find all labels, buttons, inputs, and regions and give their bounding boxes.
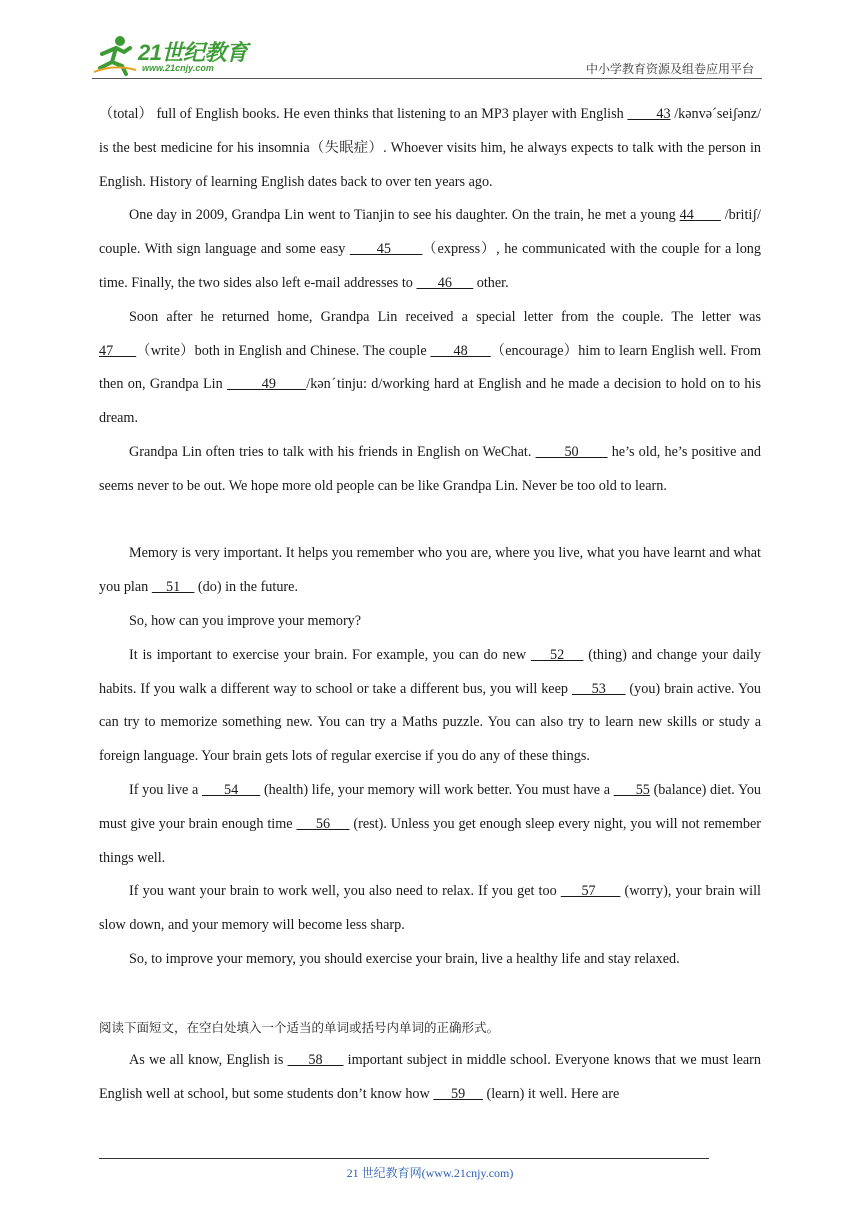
text-run: (balance) diet. You must give your brain enough time [99,781,762,832]
text-run: （express）, he communicated with the couple for a long time. Finally, the two sides also left e-mail addresses to [99,241,761,291]
paragraph [99,537,761,605]
text-run: It is important to exercise your brain. For example, you can do new [129,646,531,663]
text-run: Grandpa Lin often tries to talk with his friends in English on WeChat. [129,443,536,460]
text-run: important subject in middle school. Everyone knows that we must learn English well at school, but some students don’t know how [99,1052,761,1103]
paragraph [99,774,761,875]
text-run: （total） full of English books. He even thinks that listening to an MP3 player with English [99,106,628,122]
blank-58: 58 [287,1052,344,1069]
exercise-instruction: 阅读下面短文，在空白处填入一个适当的单词或括号内单词的正确形式。 [99,1019,500,1035]
blank-43: 43 [627,106,671,122]
runner-logo-icon [92,34,138,76]
blank-53: 53 [571,680,626,697]
blank-50: 50 [535,443,608,460]
header-platform-name: 中小学教育资源及组卷应用平台 [585,62,754,76]
section-gap [99,977,761,1011]
text-run: (worry), your brain will slow down, and your memory will become less sharp. [99,883,761,934]
logo-url: www.21cnjy.com [142,63,214,73]
section-gap [99,504,761,538]
blank-44: 44 [679,207,721,224]
text-run: /britiʃ/ couple. With sign language and some easy [99,207,761,258]
text-run: (thing) and change your daily habits. If you walk a different way to school or take a different bus, you will keep [99,646,762,697]
text-run: /kənvəˊseiʃənz/ is the best medicine for his insomnia（失眠症）. Whoever visits him, he always expects to talk with the person in English. History of learning English dates back to over ten years ago. [99,106,762,190]
text-run: (you) brain active. You can try to memorize something new. You can try a Maths puzzle. You can also try to learn new skills or study a foreign language. Your brain gets lots of regular exercise if you do any of these things. [99,680,761,765]
blank-51: 51 [151,579,195,596]
text-run: Memory is very important. It helps you remember who you are, where you live, what you have learnt and what you plan [99,545,761,596]
blank-52: 52 [530,646,584,663]
blank-59: 59 [433,1086,483,1103]
blank-46: 46 [416,274,474,291]
blank-47: 47 [99,342,137,359]
blank-57: 57 [560,883,621,900]
paragraph: So, how can you improve your memory? [129,612,362,629]
footer-source: 21 世纪教育网(www.21cnjy.com) [346,1166,514,1180]
document-body [99,98,761,1112]
blank-55: 55 [613,781,650,798]
text-run: (health) life, your memory will work better. You must have a [260,781,614,798]
blank-45: 45 [349,241,423,258]
blank-48: 48 [430,342,491,359]
text-run: Soon after he returned home, Grandpa Lin received a special letter from the couple. The letter was [129,308,761,325]
text-run: /kənˊtinju: d/working hard at English and he made a decision to hold on to his dream. [99,376,761,427]
paragraph [99,98,761,199]
text-run: If you want your brain to work well, you also need to relax. If you get too [129,883,561,900]
text-run: (do) in the future. [194,579,298,596]
site-logo [92,34,262,76]
paragraph [99,199,761,300]
page-header [92,30,762,80]
text-run: other. [473,274,509,291]
paragraph [99,875,761,943]
blank-49: 49 [227,376,307,393]
logo-wordmark: 21世纪教育 [138,40,248,65]
text-run: he’s old, he’s positive and seems never to be out. We hope more old people can be like Grandpa Lin. Never be too old to learn. [99,443,762,494]
text-run: One day in 2009, Grandpa Lin went to Tianjin to see his daughter. On the train, he met a young [129,207,680,224]
text-run: (rest). Unless you get enough sleep every night, you will not remember things well. [99,815,761,866]
paragraph: So, to improve your memory, you should exercise your brain, live a healthy life and stay relaxed. [129,950,680,967]
paragraph [99,639,761,774]
blank-54: 54 [202,781,261,798]
text-run: （write）both in English and Chinese. The couple [136,342,431,359]
text-run: If you live a [129,781,202,798]
text-run: （encourage）him to learn English well. From then on, Grandpa Lin [99,342,762,393]
header-divider [92,78,762,79]
text-run: (learn) it well. Here are [482,1086,620,1103]
footer-divider [99,1158,709,1159]
paragraph [99,1044,761,1112]
paragraph [99,301,761,436]
paragraph [99,436,761,504]
text-run: As we all know, English is [129,1052,288,1069]
blank-56: 56 [296,815,350,832]
